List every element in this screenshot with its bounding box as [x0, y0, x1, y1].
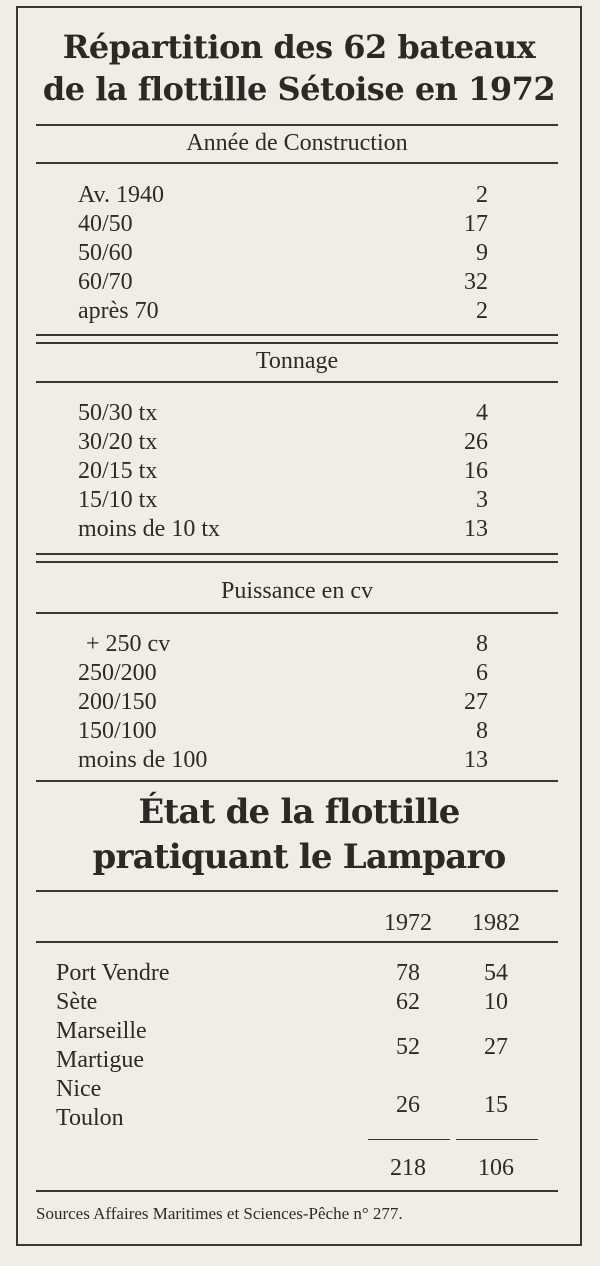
divider: [36, 342, 558, 344]
row-label: moins de 100: [78, 747, 208, 773]
table-row: [0, 631, 600, 660]
row-label: 250/200: [78, 660, 157, 686]
row-label: 60/70: [78, 269, 133, 295]
section-heading-puissance: Puissance en cv: [221, 578, 373, 604]
table-row: [0, 458, 600, 487]
divider: [36, 553, 558, 555]
table-row: [0, 211, 600, 240]
value-1982: 54: [484, 960, 508, 986]
table-row: [0, 516, 600, 545]
table-row: [0, 718, 600, 747]
divider: [36, 561, 558, 563]
table-row: [0, 240, 600, 269]
total-1982: 106: [478, 1155, 514, 1181]
port-label: Sète: [56, 989, 98, 1015]
divider: [36, 780, 558, 782]
section-heading-tonnage: Tonnage: [255, 348, 339, 374]
divider: [36, 162, 558, 164]
table-row: [0, 660, 600, 689]
divider: [36, 381, 558, 383]
row-label: 15/10 tx: [78, 487, 158, 513]
lamparo-title-line1: État de la flottille: [138, 792, 460, 832]
section-heading-construction: Année de Construction: [186, 130, 408, 156]
row-label: 30/20 tx: [78, 429, 158, 455]
table-row: [0, 747, 600, 776]
total-1972: 218: [390, 1155, 426, 1181]
row-label: + 250 cv: [86, 631, 171, 657]
row-value: 9: [476, 240, 488, 266]
row-label: après 70: [78, 298, 159, 324]
value-1972: 78: [396, 960, 420, 986]
row-value: 2: [476, 298, 488, 324]
port-label: Martigue: [56, 1047, 144, 1073]
value-1982: 10: [484, 989, 508, 1015]
table-row: [0, 298, 600, 327]
divider: [36, 1190, 558, 1192]
row-value: 6: [476, 660, 488, 686]
table-row: [0, 429, 600, 458]
port-label: Port Vendre: [56, 960, 170, 986]
source-note: Sources Affaires Maritimes et Sciences-Pêche n° 277.: [36, 1204, 403, 1223]
row-value: 26: [464, 429, 488, 455]
table-row: [0, 400, 600, 429]
value-1982: 15: [484, 1092, 508, 1118]
row-value: 27: [464, 689, 488, 715]
table-row: [0, 487, 600, 516]
row-label: 50/30 tx: [78, 400, 158, 426]
column-header-1972: 1972: [384, 910, 432, 936]
row-value: 3: [476, 487, 488, 513]
table-row: [0, 182, 600, 211]
value-1972: 62: [396, 989, 420, 1015]
row-label: 40/50: [78, 211, 133, 237]
row-label: 200/150: [78, 689, 157, 715]
port-label: Marseille: [56, 1018, 147, 1044]
divider: [36, 124, 558, 126]
row-value: 8: [476, 718, 488, 744]
row-value: 4: [476, 400, 488, 426]
row-label: 150/100: [78, 718, 157, 744]
row-value: 13: [464, 747, 488, 773]
total-divider: [456, 1139, 538, 1140]
divider: [36, 612, 558, 614]
row-label: 50/60: [78, 240, 133, 266]
column-header-1982: 1982: [472, 910, 520, 936]
row-value: 13: [464, 516, 488, 542]
main-title-line1: Répartition des 62 bateaux: [62, 28, 536, 66]
divider: [36, 334, 558, 336]
table-row: [0, 689, 600, 718]
row-label: Av. 1940: [78, 182, 164, 208]
divider: [36, 890, 558, 892]
port-label: Nice: [56, 1076, 102, 1102]
value-1972: 52: [396, 1034, 420, 1060]
row-value: 8: [476, 631, 488, 657]
main-title-line2: de la flottille Sétoise en 1972: [42, 70, 556, 108]
table-row: [0, 269, 600, 298]
port-label: Toulon: [56, 1105, 124, 1131]
value-1972: 26: [396, 1092, 420, 1118]
row-value: 16: [464, 458, 488, 484]
total-divider: [368, 1139, 450, 1140]
divider: [36, 941, 558, 943]
row-label: 20/15 tx: [78, 458, 158, 484]
row-value: 2: [476, 182, 488, 208]
row-label: moins de 10 tx: [78, 516, 220, 542]
value-1982: 27: [484, 1034, 508, 1060]
row-value: 32: [464, 269, 488, 295]
row-value: 17: [464, 211, 488, 237]
lamparo-title-line2: pratiquant le Lamparo: [92, 837, 506, 877]
